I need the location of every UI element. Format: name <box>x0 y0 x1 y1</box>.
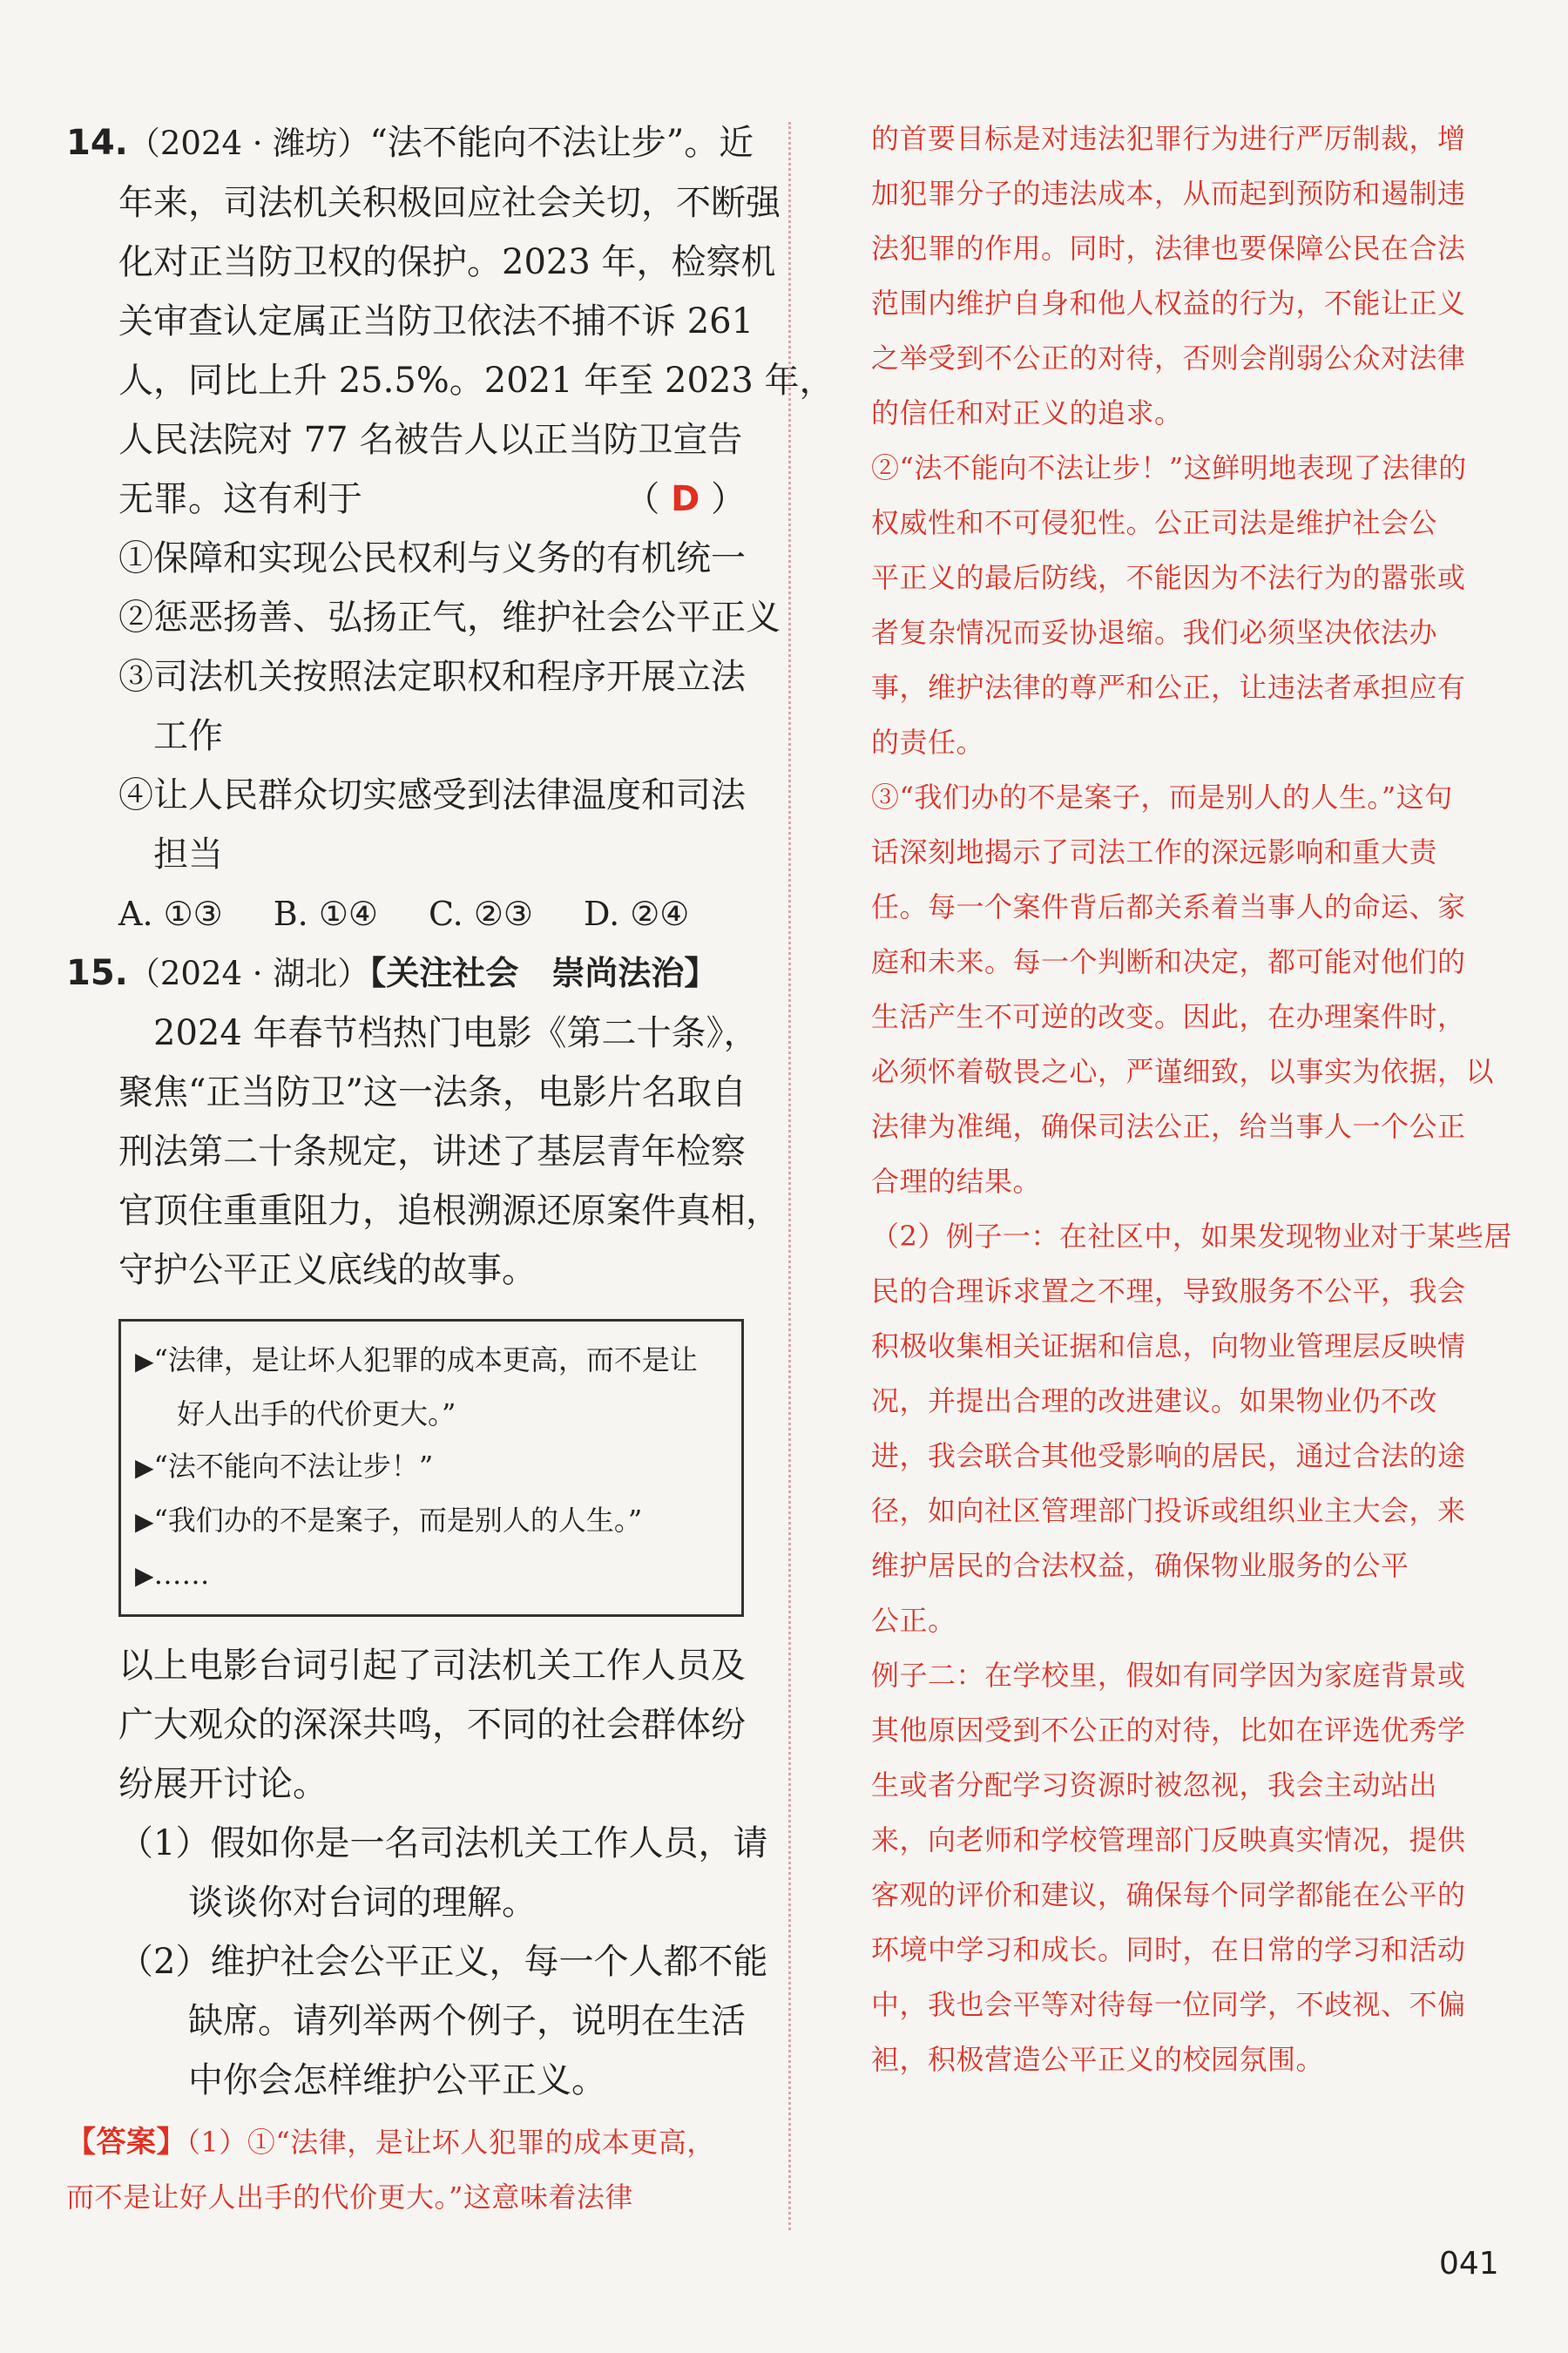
intro-line: 刑法第二十条规定，讲述了基层青年检察 <box>118 1132 746 1172</box>
answer-line: 加犯罪分子的违法成本，从而起到预防和遏制违 <box>871 177 1466 210</box>
choice-a: A. ①③ <box>118 895 223 933</box>
answer-line: 客观的评价和建议，确保每个同学都能在公平的 <box>871 1878 1466 1911</box>
answer-line: 袒，积极营造公平正义的校园氛围。 <box>871 2043 1325 2076</box>
left-column <box>66 113 835 2225</box>
intro-line: 官顶住重重阻力，追根溯源还原案件真相， <box>118 1191 781 1231</box>
sub-question-1: （1）假如你是一名司法机关工作人员，请 <box>118 1823 768 1863</box>
q15-header <box>66 943 754 1004</box>
answer-line: 庭和未来。每一个判断和决定，都可能对他们的 <box>871 945 1466 978</box>
quote-item <box>135 1440 729 1494</box>
statement-option: ①保障和实现公民权利与义务的有机统一 <box>118 538 746 578</box>
answer-line: ②“法不能向不法让步！”这鲜明地表现了法律的 <box>871 451 1467 484</box>
question-stem-last-line <box>66 470 754 529</box>
answer-line: 生活产生不可逆的改变。因此，在办理案件时， <box>871 1000 1466 1033</box>
answer-line: 任。每一个案件背后都关系着当事人的命运、家 <box>871 890 1466 923</box>
question-text-line: 人，同比上升 25.5%。2021 年至 2023 年， <box>118 361 835 401</box>
answer-text: 而不是让好人出手的代价更大。”这意味着法律 <box>66 2181 633 2214</box>
question-text-line: 无罪。这有利于 <box>118 479 362 519</box>
quote-item <box>135 1548 729 1602</box>
quote-item <box>135 1334 729 1388</box>
answer-line: 法犯罪的作用。同时，法律也要保障公民在合法 <box>871 232 1466 265</box>
answer-slot <box>625 470 746 529</box>
answer-tag: 【答案】 <box>66 2125 186 2160</box>
triangle-bullet-icon: ▶ <box>135 1561 154 1590</box>
choice-c: C. ②③ <box>428 895 533 933</box>
sub-question-2-cont: 缺席。请列举两个例子，说明在生活 <box>188 2001 746 2041</box>
sub-question-2-cont: 中你会怎样维护公平正义。 <box>188 2060 606 2100</box>
question-number: 14. <box>66 123 128 163</box>
answer-line: 中，我也会平等对待每一位同学，不歧视、不偏 <box>871 1988 1466 2021</box>
quote-text: “法律，是让坏人犯罪的成本更高，而不是让 <box>153 1343 698 1376</box>
paren-open: （ <box>625 479 660 519</box>
answer-line: 来，向老师和学校管理部门反映真实情况，提供 <box>871 1823 1466 1856</box>
answer-line: ③“我们办的不是案子，而是别人的人生。”这句 <box>871 781 1453 814</box>
answer-line: 平正义的最后防线，不能因为不法行为的嚣张或 <box>871 561 1466 594</box>
answer-line: 积极收集相关证据和信息，向物业管理层反映情 <box>871 1329 1466 1362</box>
sub-question-1-cont: 谈谈你对台词的理解。 <box>188 1883 537 1923</box>
answer-line: 法律为准绳，确保司法公正，给当事人一个公正 <box>871 1110 1466 1143</box>
q14-first-line <box>66 113 754 173</box>
answer-line: 权威性和不可侵犯性。公正司法是维护社会公 <box>871 506 1438 539</box>
answer-line: 范围内维护自身和他人权益的行为，不能让正义 <box>871 287 1466 320</box>
answer-continuation <box>871 112 1516 2087</box>
answer-line: 的责任。 <box>871 726 985 759</box>
answer-line: 公正。 <box>871 1604 956 1637</box>
answer-line: 的信任和对正义的追求。 <box>871 396 1183 429</box>
quote-item <box>135 1494 729 1548</box>
statement-option-continued: 担当 <box>153 835 223 875</box>
page-number: 041 <box>1439 2246 1499 2282</box>
answer-text: （1）①“法律，是让坏人犯罪的成本更高， <box>186 2126 715 2159</box>
quote-text: “法不能向不法让步！” <box>153 1450 434 1483</box>
question-15 <box>66 943 781 2225</box>
topic-tag: 【关注社会 崇尚法治】 <box>369 954 718 992</box>
intro-line: 守护公平正义底线的故事。 <box>118 1250 537 1290</box>
statement-option: ②惩恶扬善、弘扬正气，维护社会公平正义 <box>118 598 781 638</box>
answer-line: 其他原因受到不公正的对待，比如在评选优秀学 <box>871 1714 1466 1747</box>
statement-option: ③司法机关按照法定职权和程序开展立法 <box>118 657 746 697</box>
answer-line: 况，并提出合理的改进建议。如果物业仍不改 <box>871 1384 1438 1417</box>
quote-text: …… <box>153 1558 210 1591</box>
answer-line: （2）例子一：在社区中，如果发现物业对于某些居 <box>871 1220 1512 1253</box>
question-text-line: “法不能向不法让步”。近 <box>369 123 754 163</box>
answer-line: 者复杂情况而妥协退缩。我们必须坚决依法办 <box>871 616 1438 649</box>
answer-line: 民的合理诉求置之不理，导致服务不公平，我会 <box>871 1275 1466 1308</box>
question-number: 15. <box>66 953 128 993</box>
choice-d: D. ②④ <box>583 895 690 933</box>
intro-line: 2024 年春节档热门电影《第二十条》， <box>153 1013 759 1053</box>
answer-line: 维护居民的合法权益，确保物业服务的公平 <box>871 1549 1409 1582</box>
triangle-bullet-icon: ▶ <box>135 1453 154 1482</box>
answer-choices <box>66 884 754 943</box>
answer-line: 的首要目标是对违法犯罪行为进行严厉制裁，增 <box>871 122 1466 155</box>
quote-text: 好人出手的代价更大。” <box>177 1397 456 1430</box>
statement-option-continued: 工作 <box>153 716 223 756</box>
answer-line: 事，维护法律的尊严和公正，让违法者承担应有 <box>871 671 1466 704</box>
answer-line: 例子二：在学校里，假如有同学因为家庭背景或 <box>871 1659 1466 1692</box>
question-text-line: 化对正当防卫权的保护。2023 年，检察机 <box>118 242 776 282</box>
question-text-line: 年来，司法机关积极回应社会关切，不断强 <box>118 183 781 223</box>
quote-text: “我们办的不是案子，而是别人的人生。” <box>153 1504 643 1537</box>
answer-letter: D <box>671 479 700 519</box>
column-divider <box>788 122 791 2230</box>
answer-line: 径，如向社区管理部门投诉或组织业主大会，来 <box>871 1494 1466 1527</box>
question-source: （2024 · 湖北） <box>127 955 370 992</box>
movie-quotes-box <box>118 1319 744 1617</box>
question-source: （2024 · 潍坊） <box>127 125 370 162</box>
answer-start-line <box>66 2115 754 2170</box>
answer-line: 之举受到不公正的对待，否则会削弱公众对法律 <box>871 341 1466 375</box>
answer-line: 进，我会联合其他受影响的居民，通过合法的途 <box>871 1439 1466 1472</box>
answer-line: 环境中学习和成长。同时，在日常的学习和活动 <box>871 1933 1466 1966</box>
question-text-line: 关审查认定属正当防卫依法不捕不诉 261 <box>118 301 754 341</box>
answer-line: 必须怀着敬畏之心，严谨细致，以事实为依据，以 <box>871 1055 1495 1088</box>
question-text-line: 人民法院对 77 名被告人以正当防卫宣告 <box>118 420 743 460</box>
triangle-bullet-icon: ▶ <box>135 1347 154 1376</box>
triangle-bullet-icon: ▶ <box>135 1507 154 1536</box>
choice-b: B. ①④ <box>273 895 378 933</box>
answer-line: 话深刻地揭示了司法工作的深远影响和重大责 <box>871 835 1438 869</box>
discussion-line: 以上电影台词引起了司法机关工作人员及 <box>118 1646 746 1686</box>
question-14 <box>66 113 835 943</box>
intro-line: 聚焦“正当防卫”这一法条，电影片名取自 <box>118 1072 747 1112</box>
discussion-line: 纷展开讨论。 <box>118 1764 328 1804</box>
answer-line: 生或者分配学习资源时被忽视，我会主动站出 <box>871 1768 1438 1802</box>
statement-option: ④让人民群众切实感受到法律温度和司法 <box>118 775 746 815</box>
answer-line: 合理的结果。 <box>871 1165 1042 1198</box>
paren-close: ） <box>711 479 746 519</box>
sub-question-2: （2）维护社会公平正义，每一个人都不能 <box>118 1942 768 1982</box>
discussion-line: 广大观众的深深共鸣，不同的社会群体纷 <box>118 1705 746 1745</box>
